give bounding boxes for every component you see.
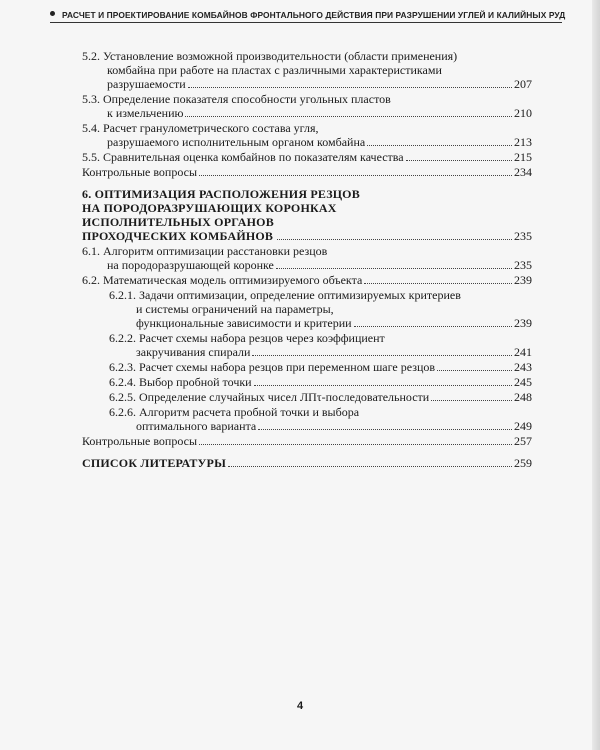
running-header: РАСЧЕТ И ПРОЕКТИРОВАНИЕ КОМБАЙНОВ ФРОНТАЛЬНОГО ДЕЙСТВИЯ ПРИ РАЗРУШЕНИИ УГЛЕЙ И КАЛИЙНЫХ РУД	[62, 10, 566, 20]
leader-dots	[199, 443, 512, 445]
toc-page-number: 235	[514, 229, 532, 243]
leader-dots	[277, 238, 512, 240]
toc-chapter-6	[82, 187, 532, 243]
toc-entry-control-questions-6	[82, 434, 532, 448]
toc-text: 5.2. Установление возможной производительности (области применения)	[82, 49, 458, 63]
leader-dots	[185, 115, 512, 117]
page-number: 4	[296, 700, 304, 712]
toc-text: Контрольные вопросы	[82, 434, 198, 448]
toc-references	[82, 456, 532, 470]
toc-page-number: 248	[514, 390, 532, 404]
leader-dots	[254, 384, 512, 386]
header-bullet	[50, 11, 55, 16]
toc-entry-6-2-3	[82, 360, 532, 374]
references-title: СПИСОК ЛИТЕРАТУРЫ	[82, 456, 227, 470]
toc-text: и системы ограничений на параметры,	[136, 302, 334, 316]
toc-text: на породоразрушающей коронке	[107, 258, 274, 272]
toc-text: разрушаемости	[107, 77, 186, 91]
leader-dots	[228, 465, 512, 467]
toc-text: комбайна при работе на пластах с различными характеристиками	[107, 63, 442, 77]
chapter-title: 6. ОПТИМИЗАЦИЯ РАСПОЛОЖЕНИЯ РЕЗЦОВ	[82, 187, 360, 201]
toc-page-number: 207	[514, 77, 532, 91]
toc-text: 6.2.5. Определение случайных чисел ЛПτ-последовательности	[109, 390, 430, 404]
toc-page-number: 249	[514, 419, 532, 433]
toc-text: разрушаемого исполнительным органом комбайна	[107, 135, 366, 149]
toc-page-number: 257	[514, 434, 532, 448]
toc-page-number: 234	[514, 165, 532, 179]
toc-entry-5-4	[82, 121, 532, 149]
toc-text: 6.2.6. Алгоритм расчета пробной точки и выбора	[109, 405, 360, 419]
toc-text: 6.1. Алгоритм оптимизации расстановки резцов	[82, 244, 328, 258]
toc-entry-6-2-5	[82, 390, 532, 404]
leader-dots	[431, 399, 512, 401]
toc-page-number: 259	[514, 456, 532, 470]
table-of-contents	[82, 49, 532, 471]
toc-page-number: 215	[514, 150, 532, 164]
leader-dots	[276, 267, 512, 269]
toc-page-number: 210	[514, 106, 532, 120]
chapter-title: ПРОХОДЧЕСКИХ КОМБАЙНОВ	[82, 229, 274, 243]
toc-entry-5-3	[82, 92, 532, 120]
toc-page-number: 241	[514, 345, 532, 359]
leader-dots	[367, 144, 512, 146]
header-rule	[50, 22, 562, 23]
toc-text: 5.3. Определение показателя способности угольных пластов	[82, 92, 391, 106]
leader-dots	[406, 159, 512, 161]
toc-text: закручивания спирали	[136, 345, 251, 359]
leader-dots	[364, 282, 512, 284]
toc-text: функциональные зависимости и критерии	[136, 316, 352, 330]
toc-text: оптимального варианта	[136, 419, 257, 433]
toc-text: 6.2.2. Расчет схемы набора резцов через коэффициент	[109, 331, 385, 345]
toc-page-number: 239	[514, 316, 532, 330]
chapter-title: ИСПОЛНИТЕЛЬНЫХ ОРГАНОВ	[82, 215, 274, 229]
toc-text: 6.2.3. Расчет схемы набора резцов при переменном шаге резцов	[109, 360, 436, 374]
toc-entry-5-2	[82, 49, 532, 91]
toc-page-number: 239	[514, 273, 532, 287]
toc-text: 6.2.1. Задачи оптимизации, определение оптимизируемых критериев	[109, 288, 461, 302]
toc-page-number: 235	[514, 258, 532, 272]
toc-entry-6-2-1	[82, 288, 532, 330]
toc-page-number: 245	[514, 375, 532, 389]
page-edge-shadow	[592, 0, 600, 750]
toc-entry-6-1	[82, 244, 532, 272]
toc-entry-6-2-6	[82, 405, 532, 433]
toc-entry-6-2-2	[82, 331, 532, 359]
toc-text: 5.4. Расчет гранулометрического состава угля,	[82, 121, 319, 135]
toc-entry-6-2	[82, 273, 532, 287]
leader-dots	[252, 354, 512, 356]
toc-text: 5.5. Сравнительная оценка комбайнов по показателям качества	[82, 150, 404, 164]
toc-entry-6-2-4	[82, 375, 532, 389]
chapter-title: НА ПОРОДОРАЗРУШАЮЩИХ КОРОНКАХ	[82, 201, 337, 215]
toc-entry-5-5	[82, 150, 532, 164]
leader-dots	[437, 369, 512, 371]
toc-text: 6.2.4. Выбор пробной точки	[109, 375, 252, 389]
toc-text: 6.2. Математическая модель оптимизируемого объекта	[82, 273, 363, 287]
leader-dots	[199, 174, 512, 176]
toc-entry-control-questions-5	[82, 165, 532, 179]
leader-dots	[188, 86, 512, 88]
toc-text: к измельчению	[107, 106, 184, 120]
leader-dots	[354, 325, 512, 327]
leader-dots	[258, 428, 512, 430]
toc-text: Контрольные вопросы	[82, 165, 198, 179]
toc-page-number: 243	[514, 360, 532, 374]
toc-page-number: 213	[514, 135, 532, 149]
